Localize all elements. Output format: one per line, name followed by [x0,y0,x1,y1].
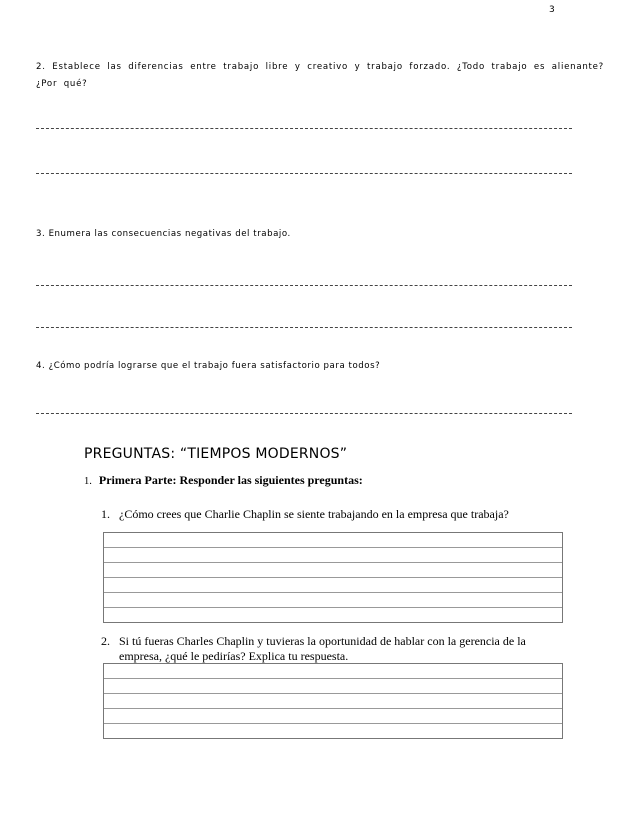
part-title: Primera Parte: Responder las siguientes preguntas: [98,473,363,487]
answer-row[interactable] [104,724,562,738]
page-number: 3 [549,5,555,15]
answer-line [36,327,572,328]
answer-row[interactable] [104,709,562,724]
answer-row[interactable] [104,563,562,578]
answer-line [36,285,572,286]
answer-box[interactable] [103,663,563,739]
answer-line [36,128,572,129]
answer-row[interactable] [104,694,562,709]
answer-row[interactable] [104,608,562,622]
part-heading [84,473,363,488]
answer-row[interactable] [104,533,562,548]
answer-line [36,173,572,174]
sub-question-number: 2. [101,634,110,648]
answer-row[interactable] [104,578,562,593]
sub-question-2 [101,634,561,663]
answer-row[interactable] [104,548,562,563]
section-heading: PREGUNTAS: “TIEMPOS MODERNOS” [84,446,348,462]
question-2: 2. Establece las diferencias entre trabajo libre y creativo y trabajo forzado. ¿Todo trabajo es alienante? ¿Por qué? [36,62,604,89]
sub-question-text: Si tú fueras Charles Chaplin y tuvieras la oportunidad de hablar con la gerencia de la empresa, ¿qué le pedirías? Explica tu respuesta. [119,634,526,663]
sub-question-1 [101,507,561,522]
answer-box[interactable] [103,532,563,623]
sub-question-text: ¿Cómo crees que Charlie Chaplin se siente trabajando en la empresa que trabaja? [119,507,509,521]
answer-row[interactable] [104,679,562,694]
sub-question-number: 1. [101,507,110,521]
question-4: 4. ¿Cómo podría lograrse que el trabajo fuera satisfactorio para todos? [36,361,381,371]
answer-line [36,413,572,414]
question-3: 3. Enumera las consecuencias negativas del trabajo. [36,229,291,239]
answer-row[interactable] [104,593,562,608]
answer-row[interactable] [104,664,562,679]
part-number: 1. [84,476,92,487]
